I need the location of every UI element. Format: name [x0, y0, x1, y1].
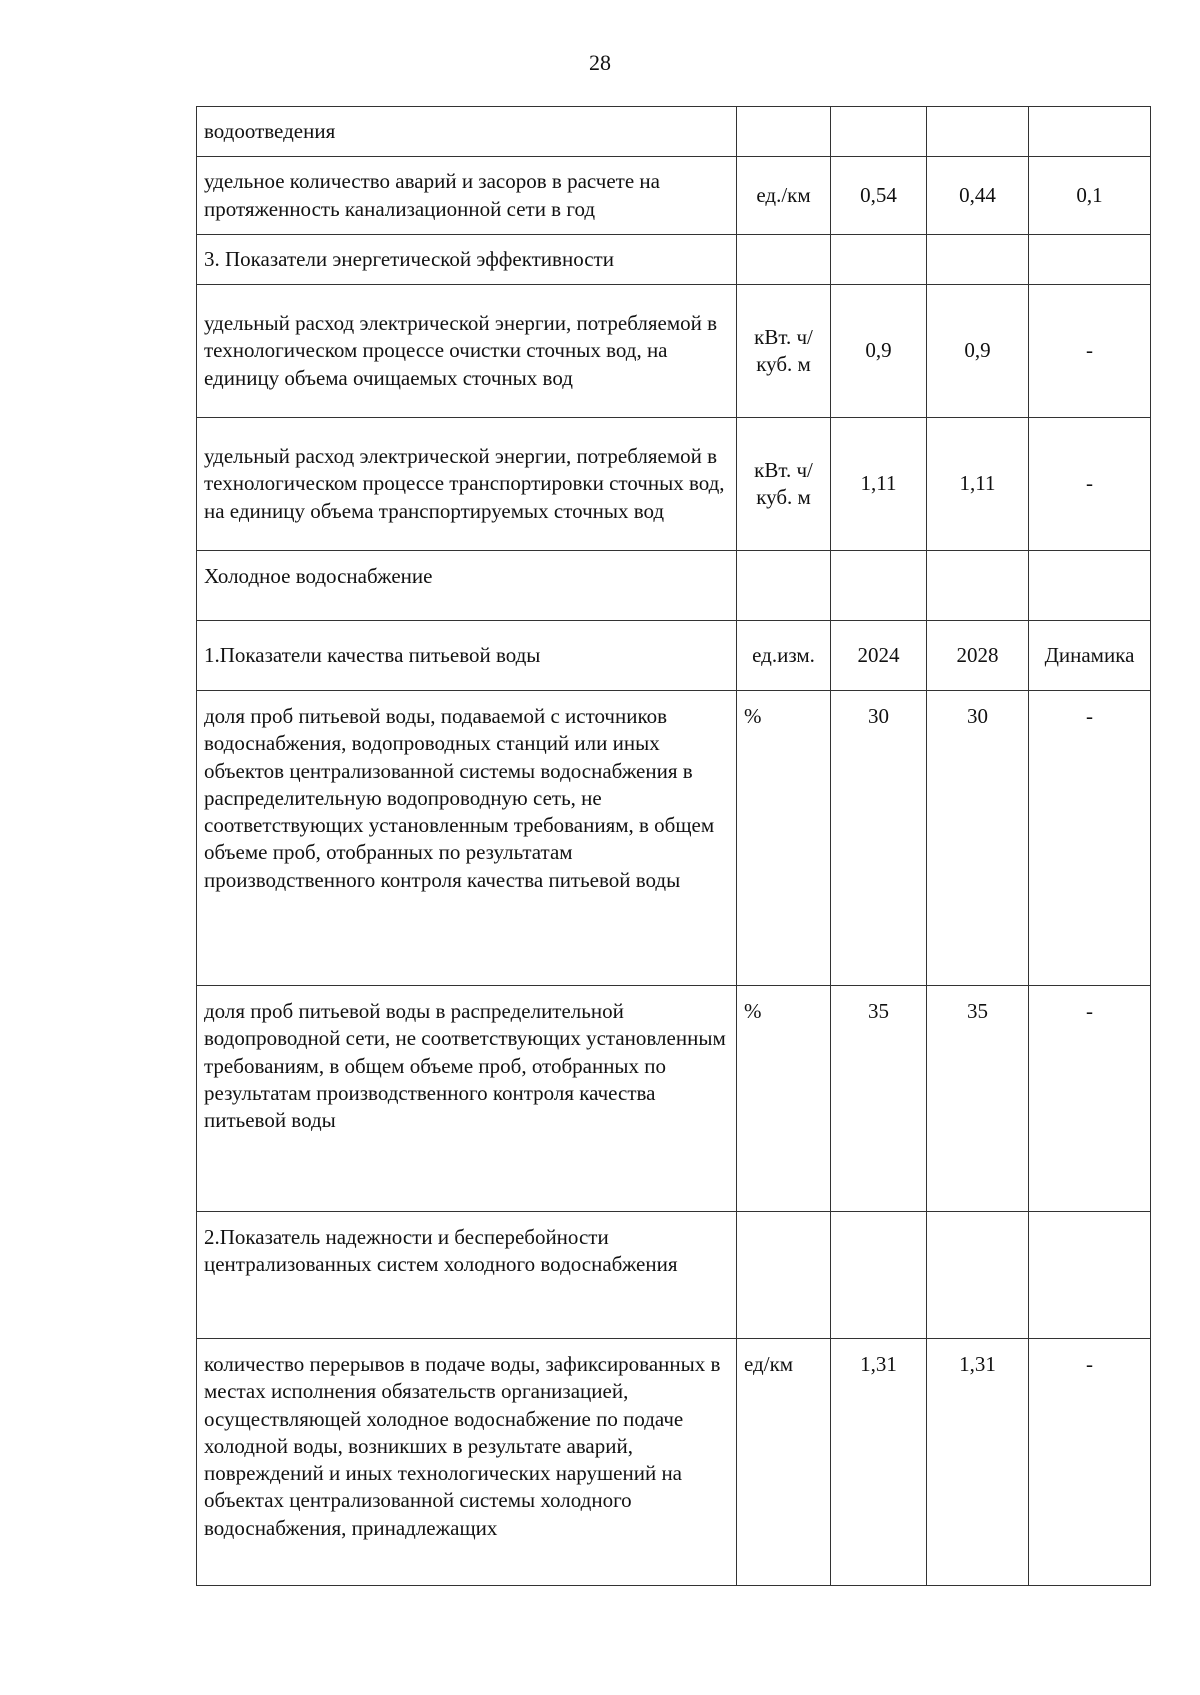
indicator-name: удельный расход электрической энергии, потребляемой в технологическом процессе транспортировки сточных вод, на единицу объема транспортируемых сточных вод	[197, 418, 737, 551]
value-2028-cell	[927, 235, 1029, 285]
indicators-table	[196, 106, 1151, 1586]
indicator-name: удельный расход электрической энергии, потребляемой в технологическом процессе очистки сточных вод, на единицу объема очищаемых сточных вод	[197, 285, 737, 418]
dynamics-cell	[1029, 1212, 1151, 1339]
value-2024-cell: 30	[831, 691, 927, 986]
dynamics-cell: -	[1029, 418, 1151, 551]
value-2028-cell: 1,31	[927, 1339, 1029, 1586]
dynamics-cell	[1029, 107, 1151, 157]
indicator-name: 1.Показатели качества питьевой воды	[197, 621, 737, 691]
table-row	[197, 418, 1151, 551]
unit-cell	[737, 235, 831, 285]
indicator-name: водоотведения	[197, 107, 737, 157]
value-2028-cell	[927, 551, 1029, 621]
unit-cell: кВт. ч/куб. м	[737, 418, 831, 551]
indicator-name: 3. Показатели энергетической эффективности	[197, 235, 737, 285]
table-row	[197, 235, 1151, 285]
value-2024-cell: 0,9	[831, 285, 927, 418]
value-2024-cell: 0,54	[831, 157, 927, 235]
table-row	[197, 157, 1151, 235]
dynamics-cell: -	[1029, 691, 1151, 986]
value-2028-cell	[927, 1212, 1029, 1339]
value-2028-cell: 2028	[927, 621, 1029, 691]
unit-cell: %	[737, 691, 831, 986]
table-row	[197, 551, 1151, 621]
indicator-name: Холодное водоснабжение	[197, 551, 737, 621]
table-row	[197, 621, 1151, 691]
unit-cell	[737, 551, 831, 621]
value-2024-cell	[831, 1212, 927, 1339]
indicator-name: количество перерывов в подаче воды, зафиксированных в местах исполнения обязательств организацией, осуществляющей холодное водоснабжение по подаче холодной воды, возникших в результате аварий, повреждений и иных технологических нарушений на объектах централизованной системы холодного водоснабжения, принадлежащих	[197, 1339, 737, 1586]
value-2028-cell: 0,44	[927, 157, 1029, 235]
dynamics-cell	[1029, 235, 1151, 285]
table-row	[197, 986, 1151, 1212]
indicator-name: 2.Показатель надежности и бесперебойности централизованных систем холодного водоснабжения	[197, 1212, 737, 1339]
value-2024-cell: 1,11	[831, 418, 927, 551]
unit-cell: ед./км	[737, 157, 831, 235]
unit-cell: кВт. ч/куб. м	[737, 285, 831, 418]
page-number: 28	[589, 50, 611, 75]
table-row	[197, 107, 1151, 157]
unit-cell: ед.изм.	[737, 621, 831, 691]
dynamics-cell: 0,1	[1029, 157, 1151, 235]
value-2024-cell: 35	[831, 986, 927, 1212]
value-2028-cell: 1,11	[927, 418, 1029, 551]
value-2028-cell	[927, 107, 1029, 157]
indicator-name: доля проб питьевой воды в распределительной водопроводной сети, не соответствующих установленным требованиям, в общем объеме проб, отобранных по результатам производственного контроля качества питьевой воды	[197, 986, 737, 1212]
table-row	[197, 691, 1151, 986]
value-2024-cell	[831, 551, 927, 621]
unit-cell: %	[737, 986, 831, 1212]
indicator-name: удельное количество аварий и засоров в расчете на протяженность канализационной сети в год	[197, 157, 737, 235]
value-2028-cell: 0,9	[927, 285, 1029, 418]
dynamics-cell: -	[1029, 986, 1151, 1212]
dynamics-cell: Динамика	[1029, 621, 1151, 691]
value-2024-cell	[831, 107, 927, 157]
dynamics-cell	[1029, 551, 1151, 621]
table-row	[197, 285, 1151, 418]
dynamics-cell: -	[1029, 1339, 1151, 1586]
dynamics-cell: -	[1029, 285, 1151, 418]
unit-cell: ед/км	[737, 1339, 831, 1586]
table-row	[197, 1212, 1151, 1339]
indicator-name: доля проб питьевой воды, подаваемой с источников водоснабжения, водопроводных станций или иных объектов централизованной системы водоснабжения в распределительную водопроводную сеть, не соответствующих установленным требованиям, в общем объеме проб, отобранных по результатам производственного контроля качества питьевой воды	[197, 691, 737, 986]
value-2024-cell	[831, 235, 927, 285]
value-2028-cell: 35	[927, 986, 1029, 1212]
value-2024-cell: 1,31	[831, 1339, 927, 1586]
unit-cell	[737, 107, 831, 157]
value-2028-cell: 30	[927, 691, 1029, 986]
unit-cell	[737, 1212, 831, 1339]
table-row	[197, 1339, 1151, 1586]
value-2024-cell: 2024	[831, 621, 927, 691]
